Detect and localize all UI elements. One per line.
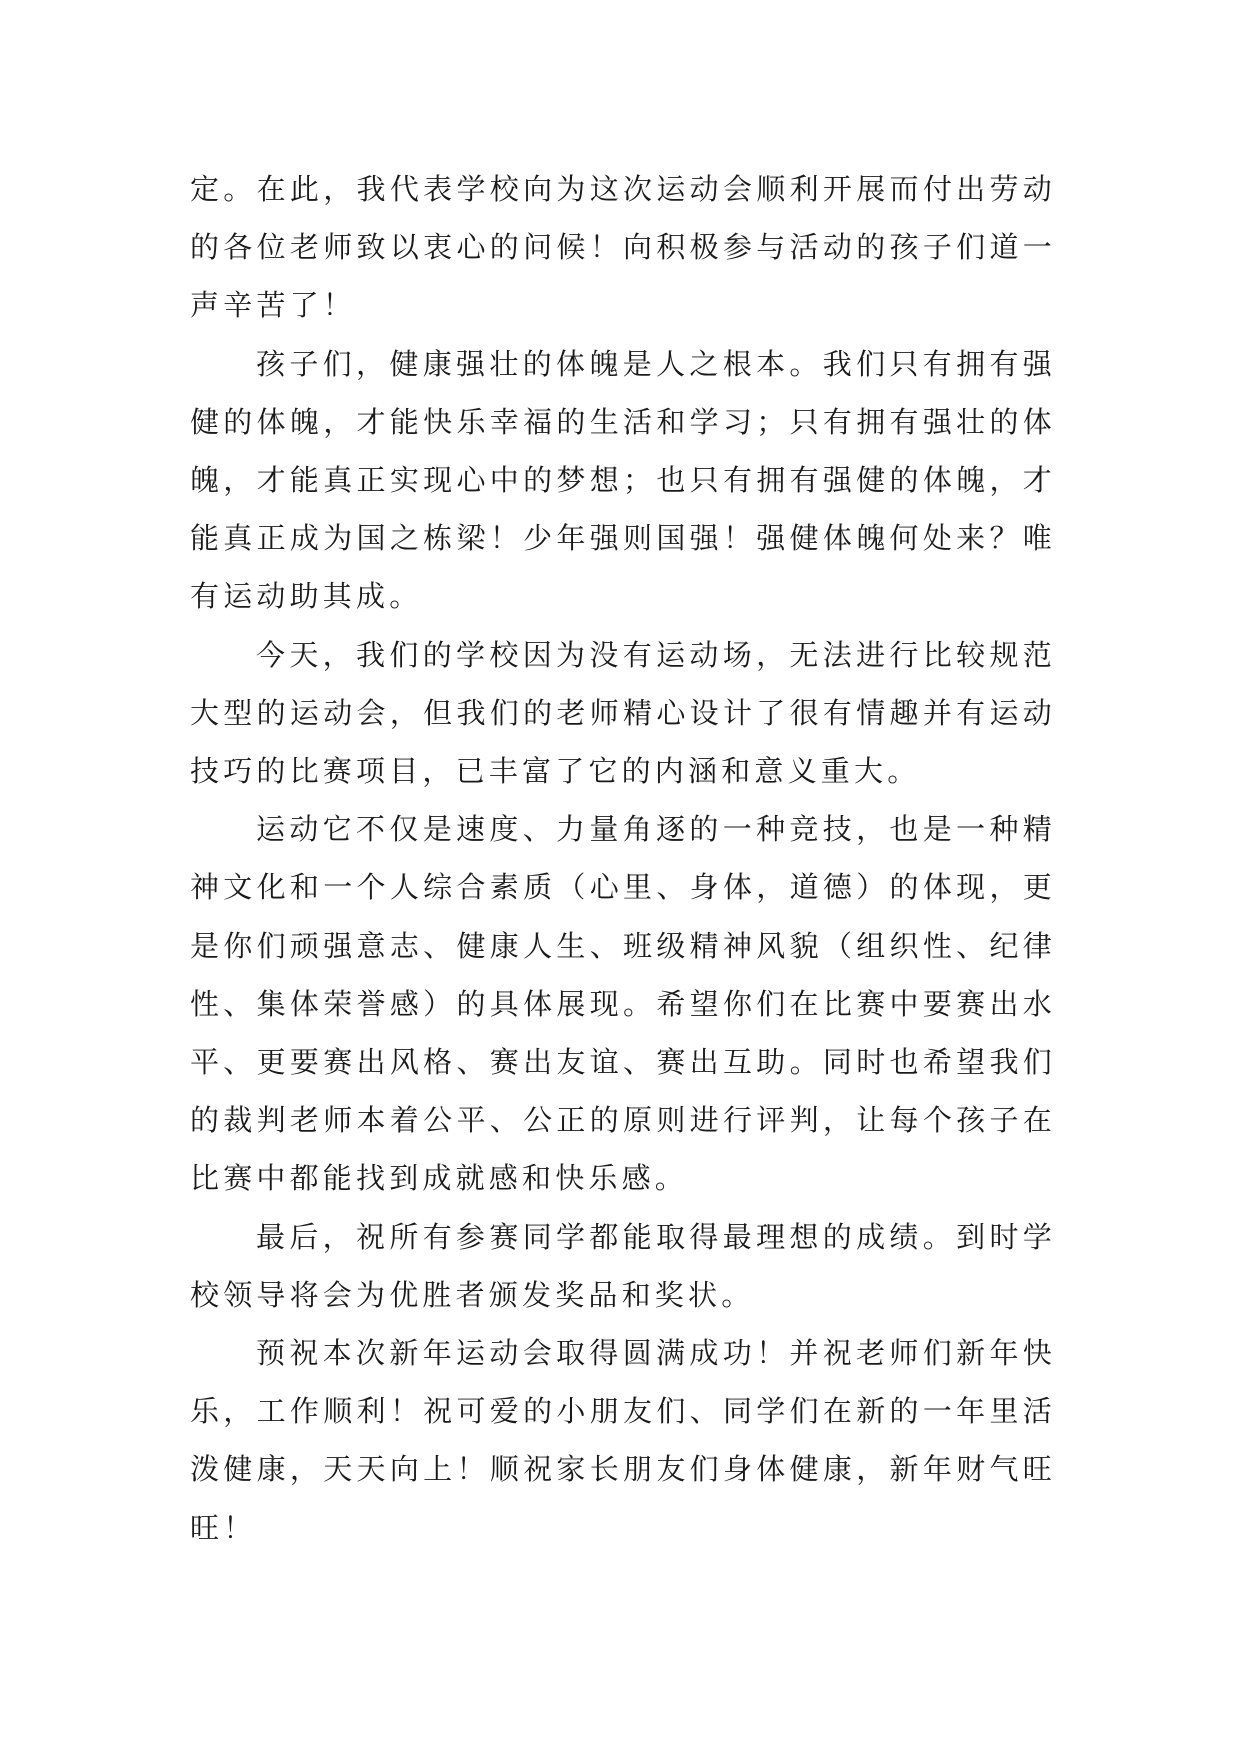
paragraph-5: 最后，祝所有参赛同学都能取得最理想的成绩。到时学校领导将会为优胜者颁发奖品和奖状。	[190, 1219, 1056, 1312]
paragraph-2: 孩子们，健康强壮的体魄是人之根本。我们只有拥有强健的体魄，才能快乐幸福的生活和学习；只有拥有强壮的体魄，才能真正实现心中的梦想；也只有拥有强健的体魄，才能真正成为国之栋梁！少年强则国强！强健体魄何处来？唯有运动助其成。	[190, 346, 1056, 614]
paragraph-3: 今天，我们的学校因为没有运动场，无法进行比较规范大型的运动会，但我们的老师精心设计了很有情趣并有运动技巧的比赛项目，已丰富了它的内涵和意义重大。	[190, 637, 1056, 789]
paragraph-1: 定。在此，我代表学校向为这次运动会顺利开展而付出劳动的各位老师致以衷心的问候！向积极参与活动的孩子们道一声辛苦了！	[190, 172, 1056, 323]
paragraph-4: 运动它不仅是速度、力量角逐的一种竞技，也是一种精神文化和一个人综合素质（心里、身体，道德）的体现，更是你们顽强意志、健康人生、班级精神风貌（组织性、纪律性、集体荣誉感）的具体展现。希望你们在比赛中要赛出水平、更要赛出风格、赛出友谊、赛出互助。同时也希望我们的裁判老师本着公平、公正的原则进行评判，让每个孩子在比赛中都能找到成就感和快乐感。	[190, 812, 1056, 1196]
paragraph-6: 预祝本次新年运动会取得圆满成功！并祝老师们新年快乐，工作顺利！祝可爱的小朋友们、同学们在新的一年里活泼健康，天天向上！顺祝家长朋友们身体健康，新年财气旺旺！	[190, 1336, 1056, 1545]
document-body	[190, 160, 1056, 1557]
